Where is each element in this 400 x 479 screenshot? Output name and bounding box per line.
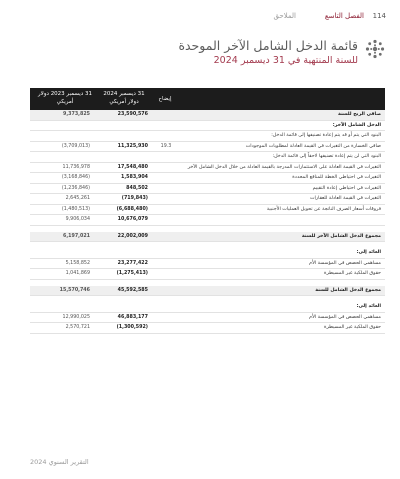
table-body [30,110,385,334]
table-row [30,163,385,174]
row-value-2024: 22,002,009 [117,233,148,239]
table-row [30,259,385,270]
row-value-2023: 1,041,869 [65,271,90,276]
header-2023: 31 ديسمبر 2023 دولار أمريكي [38,91,92,105]
table-row [30,248,385,259]
row-value-2024: 11,325,930 [117,143,148,149]
row-value-2023: 15,570,746 [59,287,90,293]
table-row [30,323,385,334]
row-value-2024: 848,502 [126,185,148,191]
row-label: صافي الخسارة من التغيرات في القيمة العادلة لمطلوبات الموجودات [245,143,381,149]
row-value-2024: 10,676,079 [117,217,148,222]
row-label: التغيرات في احتياطي الخطة للمنافع المحددة [292,175,381,180]
table-row [30,194,385,205]
row-value-2023: 5,158,852 [65,260,90,266]
row-label: التغيرات في احتياطي إعادة التقييم [312,185,381,191]
row-label: مجموع الدخل الشامل الآخر للسنة [301,233,381,239]
row-label: حقوق الملكية غير المسيطرة [324,271,381,276]
section-label: الفصل التاسع [324,12,364,20]
page-number: 114 [372,12,386,20]
table-row [30,184,385,195]
row-label: مساهمي الحصص في المؤسسة الأم [309,260,381,266]
table-row [30,232,385,243]
footer-text: التقرير السنوي 2024 [30,458,89,466]
row-label: البنود التي يتم أو قد يتم إعادة تصنيفها إلى قائمة الدخل: [271,133,381,138]
row-value-2024: (6,688,480) [116,206,148,212]
row-label: العائد إلى: [356,250,381,255]
row-value-2024: 23,590,576 [117,112,148,117]
table-row [30,269,385,280]
page-header [14,12,386,24]
row-value-2023: 2,570,721 [65,325,90,330]
table-row [30,173,385,184]
table-row [30,142,385,153]
row-value-2024: (1,275,413) [116,271,148,276]
row-value-2023: 9,906,034 [65,217,90,222]
row-label: التغيرات في القيمة العادلة على الاستثمارات المدرجة بالقيمة العادلة من خلال الدخل الشامل الآخر [187,164,381,170]
table-row [30,121,385,132]
header-2024: 31 ديسمبر 2024 دولار أمريكي [103,91,145,105]
row-value-2023: (3,709,013) [61,143,90,149]
row-value-2023: 11,736,978 [62,164,90,170]
table-row [30,313,385,324]
row-value-2024: 17,548,480 [117,164,148,170]
page-title: قائمة الدخل الشامل الآخر الموحدة [178,38,358,53]
row-value-2023: (3,168,846) [61,175,90,180]
table-row [30,205,385,216]
header-note: إيضاح [158,96,172,102]
row-label: مساهمي الحصص في المؤسسة الأم [309,314,381,320]
row-label: العائد إلى: [356,304,381,309]
financial-table [30,88,385,334]
company-logo-icon [364,38,386,60]
row-value-2023: (1,480,513) [61,206,90,212]
table-row [30,131,385,142]
row-value-2023: 9,373,825 [62,112,90,117]
row-value-2024: 1,583,904 [120,175,148,180]
row-label: حقوق الملكية غير المسيطرة [324,325,381,330]
row-label: مجموع الدخل الشامل للسنة [315,287,381,293]
row-value-2024: 46,883,177 [117,314,148,320]
row-label: فروقات أسعار الصرف الناتجة عن تحويل العمليات الأجنبية [266,206,381,212]
row-note: 19.3 [160,143,172,149]
row-value-2024: 45,592,585 [117,287,148,293]
table-row [30,302,385,313]
subsection-label: الملاحق [273,12,296,20]
table-row [30,110,385,121]
row-value-2023: 6,197,021 [62,233,90,239]
table-row [30,152,385,163]
page-subtitle: للسنة المنتهية في 31 ديسمبر 2024 [213,55,358,66]
row-label: الدخل الشامل الآخر: [332,122,381,128]
table-row [30,286,385,297]
row-label: صافي الربح للسنة [338,112,381,117]
row-value-2023: 2,645,261 [65,196,90,201]
row-value-2023: (1,236,846) [61,185,90,191]
row-label: البنود التي لن يتم إعادة تصنيفها لاحقاً إلى قائمة الدخل: [272,154,381,159]
table-header [30,88,385,110]
row-value-2024: (1,300,592) [116,325,148,330]
row-value-2023: 12,990,025 [62,314,90,320]
row-label: التغيرات في القيمة العادلة للعقارات [309,196,381,201]
table-row [30,215,385,226]
row-value-2024: (719,843) [121,196,148,201]
row-value-2024: 23,277,422 [117,260,148,266]
